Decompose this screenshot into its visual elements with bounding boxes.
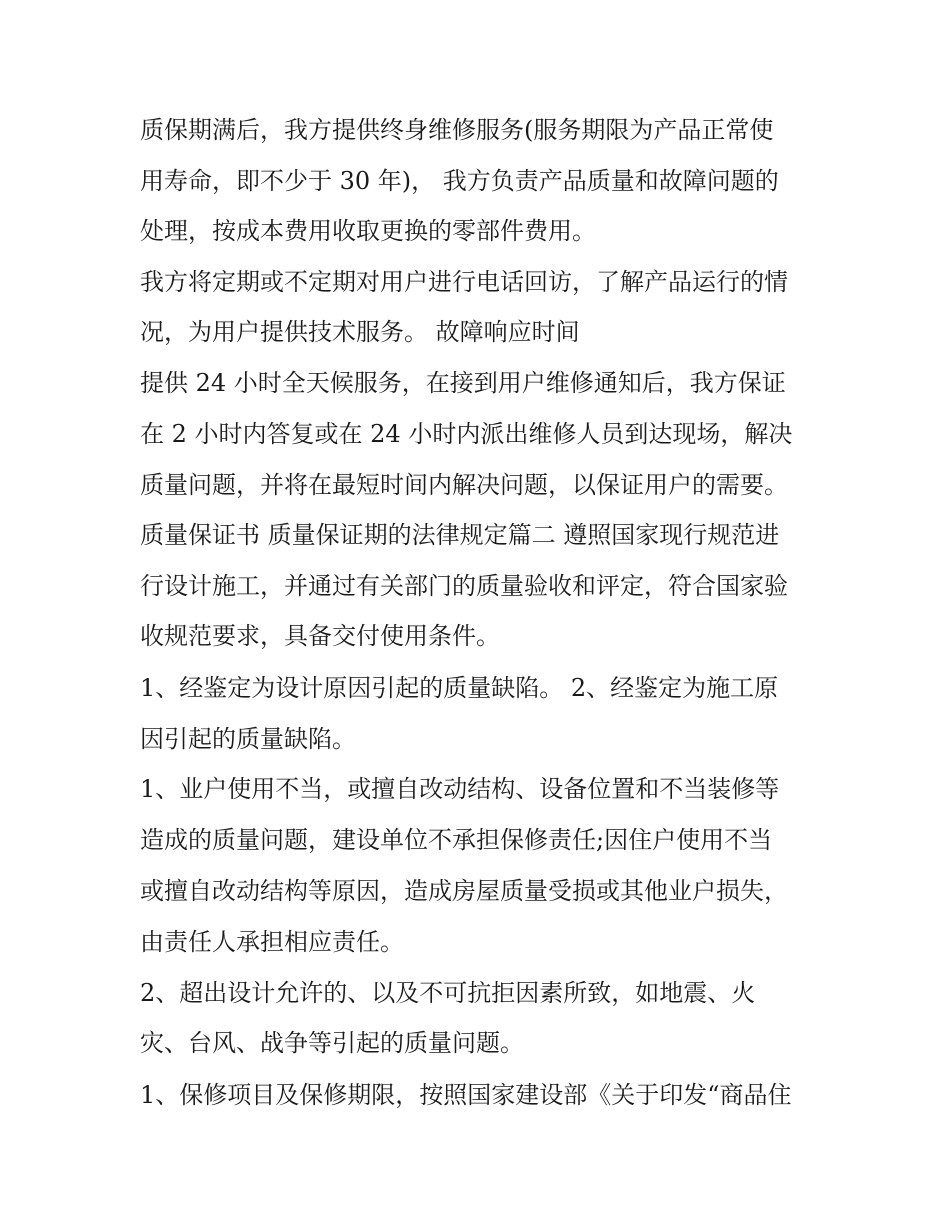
text-line: 况，为用户提供技术服务。 故障响应时间 — [140, 318, 580, 346]
text-line: 灾、台风、战争等引起的质量问题。 — [140, 1029, 524, 1057]
text-line: 或擅自改动结构等原因，造成房屋质量受损或其他业户损失， — [140, 877, 788, 905]
text-line: 用寿命，即不少于 30 年)， 我方负责产品质量和故障问题的 — [140, 167, 779, 195]
text-line: 我方将定期或不定期对用户进行电话回访，了解产品运行的情 — [140, 268, 788, 296]
text-line: 1、经鉴定为设计原因引起的质量缺陷。 2、经鉴定为施工原 — [140, 674, 779, 702]
text-line: 因引起的质量缺陷。 — [140, 725, 356, 753]
text-line: 质保期满后，我方提供终身维修服务(服务期限为产品正常使 — [140, 116, 774, 144]
text-line: 1、保修项目及保修期限，按照国家建设部《关于印发“商品住 — [140, 1081, 792, 1109]
text-line: 造成的质量问题，建设单位不承担保修责任;因住户使用不当 — [140, 826, 773, 854]
text-line: 由责任人承担相应责任。 — [140, 928, 404, 956]
text-line: 质量保证书 质量保证期的法律规定篇二 遵照国家现行规范进 — [140, 521, 780, 549]
text-line: 在 2 小时内答复或在 24 小时内派出维修人员到达现场，解决 — [140, 420, 793, 448]
text-line: 1、业户使用不当，或擅自改动结构、设备位置和不当装修等 — [140, 775, 780, 803]
text-line: 提供 24 小时全天候服务，在接到用户维修通知后，我方保证 — [140, 369, 786, 397]
text-line: 处理，按成本费用收取更换的零部件费用。 — [140, 217, 596, 245]
text-line: 收规范要求，具备交付使用条件。 — [140, 622, 500, 650]
text-line: 质量问题，并将在最短时间内解决问题，以保证用户的需要。 — [140, 471, 788, 499]
text-line: 2、超出设计允许的、以及不可抗拒因素所致，如地震、火 — [140, 979, 756, 1007]
text-line: 行设计施工，并通过有关部门的质量验收和评定，符合国家验 — [140, 572, 788, 600]
